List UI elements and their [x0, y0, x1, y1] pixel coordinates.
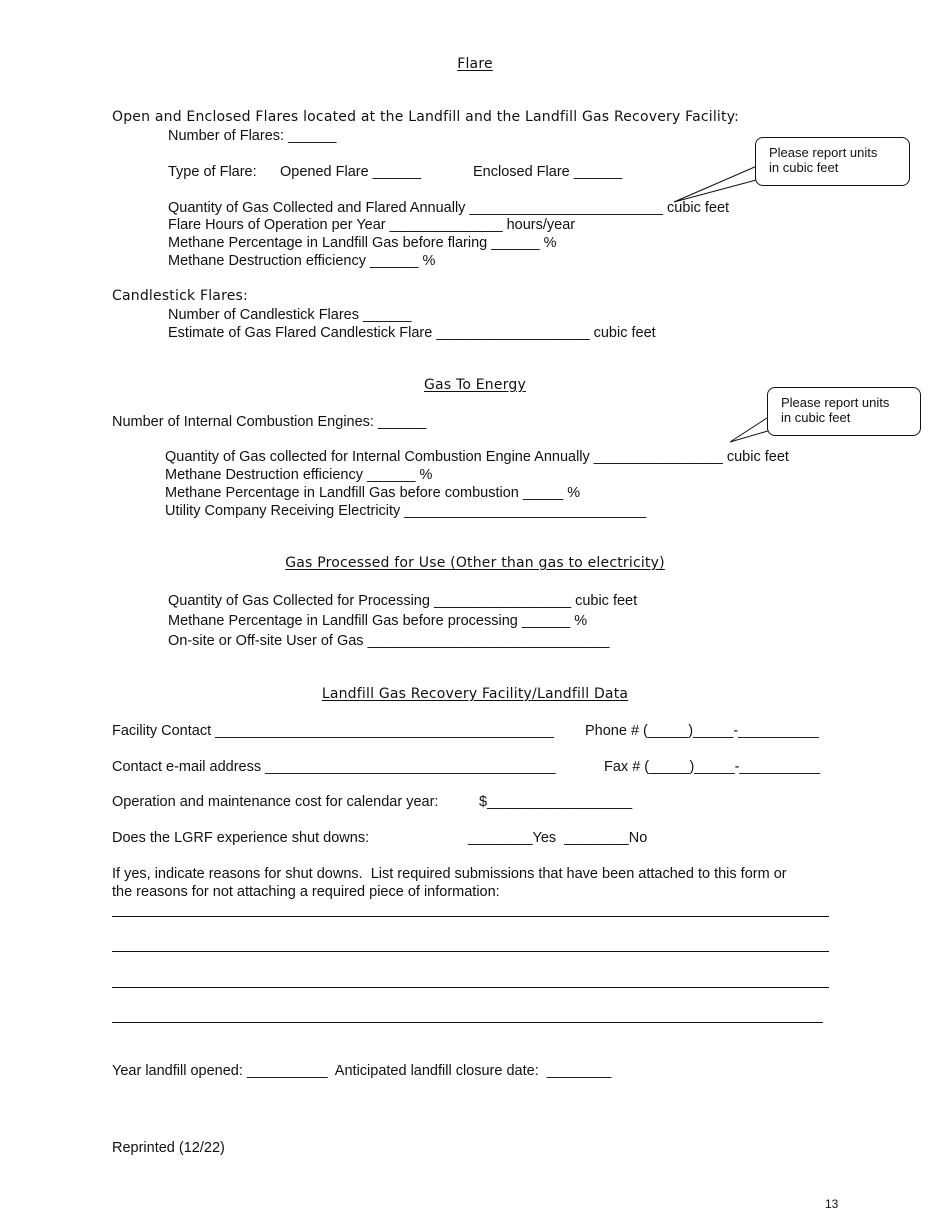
engines-count-field[interactable]: Number of Internal Combustion Engines: ______ — [112, 414, 427, 430]
om-cost-label: Operation and maintenance cost for calendar year: — [112, 794, 439, 810]
opened-flare-field[interactable]: Opened Flare ______ — [280, 164, 422, 180]
facility-data-heading: Landfill Gas Recovery Facility/Landfill Data — [321, 686, 629, 702]
page-number: 13 — [825, 1197, 839, 1211]
flare-heading: Flare — [457, 56, 493, 72]
gas-to-energy-heading: Gas To Energy — [424, 377, 526, 393]
email-field[interactable]: Contact e-mail address ____________________________________ — [112, 759, 556, 775]
combustion-methane-percentage-field[interactable]: Methane Percentage in Landfill Gas before combustion _____ % — [165, 485, 581, 501]
flare-hours-field[interactable]: Flare Hours of Operation per Year ______________ hours/year — [168, 217, 576, 233]
gas-user-field[interactable]: On-site or Off-site User of Gas ______________________________ — [168, 633, 610, 649]
type-of-flare-label: Type of Flare: — [168, 164, 257, 180]
enclosed-flare-field[interactable]: Enclosed Flare ______ — [473, 164, 623, 180]
phone-field[interactable]: Phone # (_____)_____-__________ — [585, 723, 819, 739]
open-enclosed-flares-title: Open and Enclosed Flares located at the Landfill and the Landfill Gas Recovery Facility: — [112, 109, 740, 125]
flare-methane-percentage-field[interactable]: Methane Percentage in Landfill Gas before flaring ______ % — [168, 235, 557, 251]
number-of-flares-field[interactable]: Number of Flares: ______ — [168, 128, 337, 144]
reasons-answer-line[interactable] — [112, 916, 829, 917]
processing-methane-percentage-field[interactable]: Methane Percentage in Landfill Gas before processing ______ % — [168, 613, 588, 629]
flare-callout: Please report units in cubic feet — [755, 137, 910, 186]
processing-gas-quantity-field[interactable]: Quantity of Gas Collected for Processing _________________ cubic feet — [168, 593, 638, 609]
engine-destruction-efficiency-field[interactable]: Methane Destruction efficiency ______ % — [165, 467, 433, 483]
reasons-answer-line[interactable] — [112, 951, 829, 952]
fax-field[interactable]: Fax # (_____)_____-__________ — [604, 759, 821, 775]
candlestick-estimate-field[interactable]: Estimate of Gas Flared Candlestick Flare ___________________ cubic feet — [168, 325, 656, 341]
candlestick-count-field[interactable]: Number of Candlestick Flares ______ — [168, 307, 412, 323]
shutdowns-label: Does the LGRF experience shut downs: — [112, 830, 370, 846]
energy-callout: Please report units in cubic feet — [767, 387, 921, 436]
flared-gas-quantity-field[interactable]: Quantity of Gas Collected and Flared Annually ________________________ cubic feet — [168, 200, 730, 216]
flare-destruction-efficiency-field[interactable]: Methane Destruction efficiency ______ % — [168, 253, 436, 269]
utility-company-field[interactable]: Utility Company Receiving Electricity ______________________________ — [165, 503, 647, 519]
engine-gas-quantity-field[interactable]: Quantity of Gas collected for Internal Combustion Engine Annually ________________ cubic feet — [165, 449, 789, 465]
reprinted-date: Reprinted (12/22) — [112, 1140, 225, 1156]
candlestick-flares-title: Candlestick Flares: — [112, 288, 248, 304]
reasons-answer-line[interactable] — [112, 987, 829, 988]
reasons-answer-line[interactable] — [112, 1022, 823, 1023]
om-cost-field[interactable]: $__________________ — [479, 794, 633, 810]
reasons-instruction-line-2: the reasons for not attaching a required piece of information: — [112, 884, 500, 900]
facility-contact-field[interactable]: Facility Contact __________________________________________ — [112, 723, 554, 739]
landfill-dates-field[interactable]: Year landfill opened: __________ Anticipated landfill closure date: ________ — [112, 1063, 612, 1079]
shutdowns-options[interactable]: ________Yes ________No — [468, 830, 648, 846]
gas-processed-heading: Gas Processed for Use (Other than gas to electricity) — [285, 555, 665, 571]
reasons-instruction-line-1: If yes, indicate reasons for shut downs. List required submissions that have been attached to this form or — [112, 866, 787, 882]
